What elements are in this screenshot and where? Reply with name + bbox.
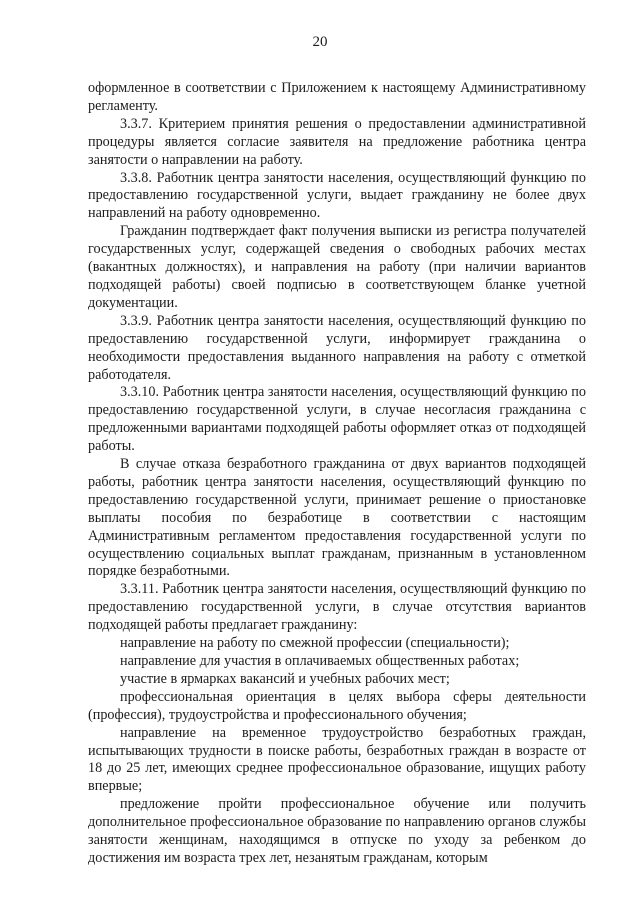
page-number: 20	[312, 34, 328, 50]
paragraph: 3.3.11. Работник центра занятости населения, осуществляющий функцию по предоставлению государственной услуги, в случае отсутствия вариантов подходящей работы предлагает гражданину:	[88, 581, 586, 634]
paragraph: 3.3.10. Работник центра занятости населения, осуществляющий функцию по предоставлению государственной услуги, в случае несогласия гражданина с предложенными вариантами подходящей работы оформляет отказ от подходящей работы.	[88, 384, 586, 455]
paragraph: 3.3.7. Критерием принятия решения о предоставлении административной процедуры является согласие заявителя на предложение работника центра занятости о направлении на работу.	[88, 115, 586, 168]
paragraph: 3.3.8. Работник центра занятости населения, осуществляющий функцию по предоставлению государственной услуги, выдает гражданину не более двух направлений на работу одновременно.	[88, 169, 586, 222]
list-item: участие в ярмарках вакансий и учебных рабочих мест;	[120, 670, 450, 687]
list-item: направление на временное трудоустройство безработных граждан, испытывающих трудности в поиске работы, безработных граждан в возрасте от 18 до 25 лет, имеющих среднее профессиональное образование, ищущих работу впервые;	[88, 724, 586, 795]
list-item: профессиональная ориентация в целях выбора сферы деятельности (профессия), трудоустройства и профессионального обучения;	[88, 688, 586, 723]
list-item: предложение пройти профессиональное обучение или получить дополнительное профессиональное образование по направлению органов службы занятости женщинам, находящимся в отпуске по уходу за ребенком до достижения им возраста трех лет, незанятым гражданам, которым	[88, 796, 586, 866]
list-item: направление на работу по смежной профессии (специальности);	[120, 635, 510, 652]
document-body	[88, 80, 586, 868]
paragraph: 3.3.9. Работник центра занятости населения, осуществляющий функцию по предоставлению государственной услуги, информирует гражданина о необходимости предоставления выданного направления на работу с отметкой работодателя.	[88, 312, 586, 383]
list-item: направление для участия в оплачиваемых общественных работах;	[120, 653, 520, 669]
paragraph: В случае отказа безработного гражданина от двух вариантов подходящей работы, работник центра занятости населения, осуществляющий функцию по предоставлению государственной услуги, принимает решение о приостановке выплаты пособия по безработице в соответствии с настоящим Административным регламентом предоставления государственной услуги по осуществлению социальных выплат гражданам, признанным в установленном порядке безработными.	[88, 456, 586, 580]
paragraph: оформленное в соответствии с Приложением к настоящему Административному регламенту.	[88, 80, 586, 114]
paragraph: Гражданин подтверждает факт получения выписки из регистра получателей государственных услуг, содержащей сведения о свободных рабочих местах (вакантных должностях), и направления на работу (при наличии вариантов подходящей работы) своей подписью в соответствующем бланке учетной документации.	[88, 223, 586, 311]
